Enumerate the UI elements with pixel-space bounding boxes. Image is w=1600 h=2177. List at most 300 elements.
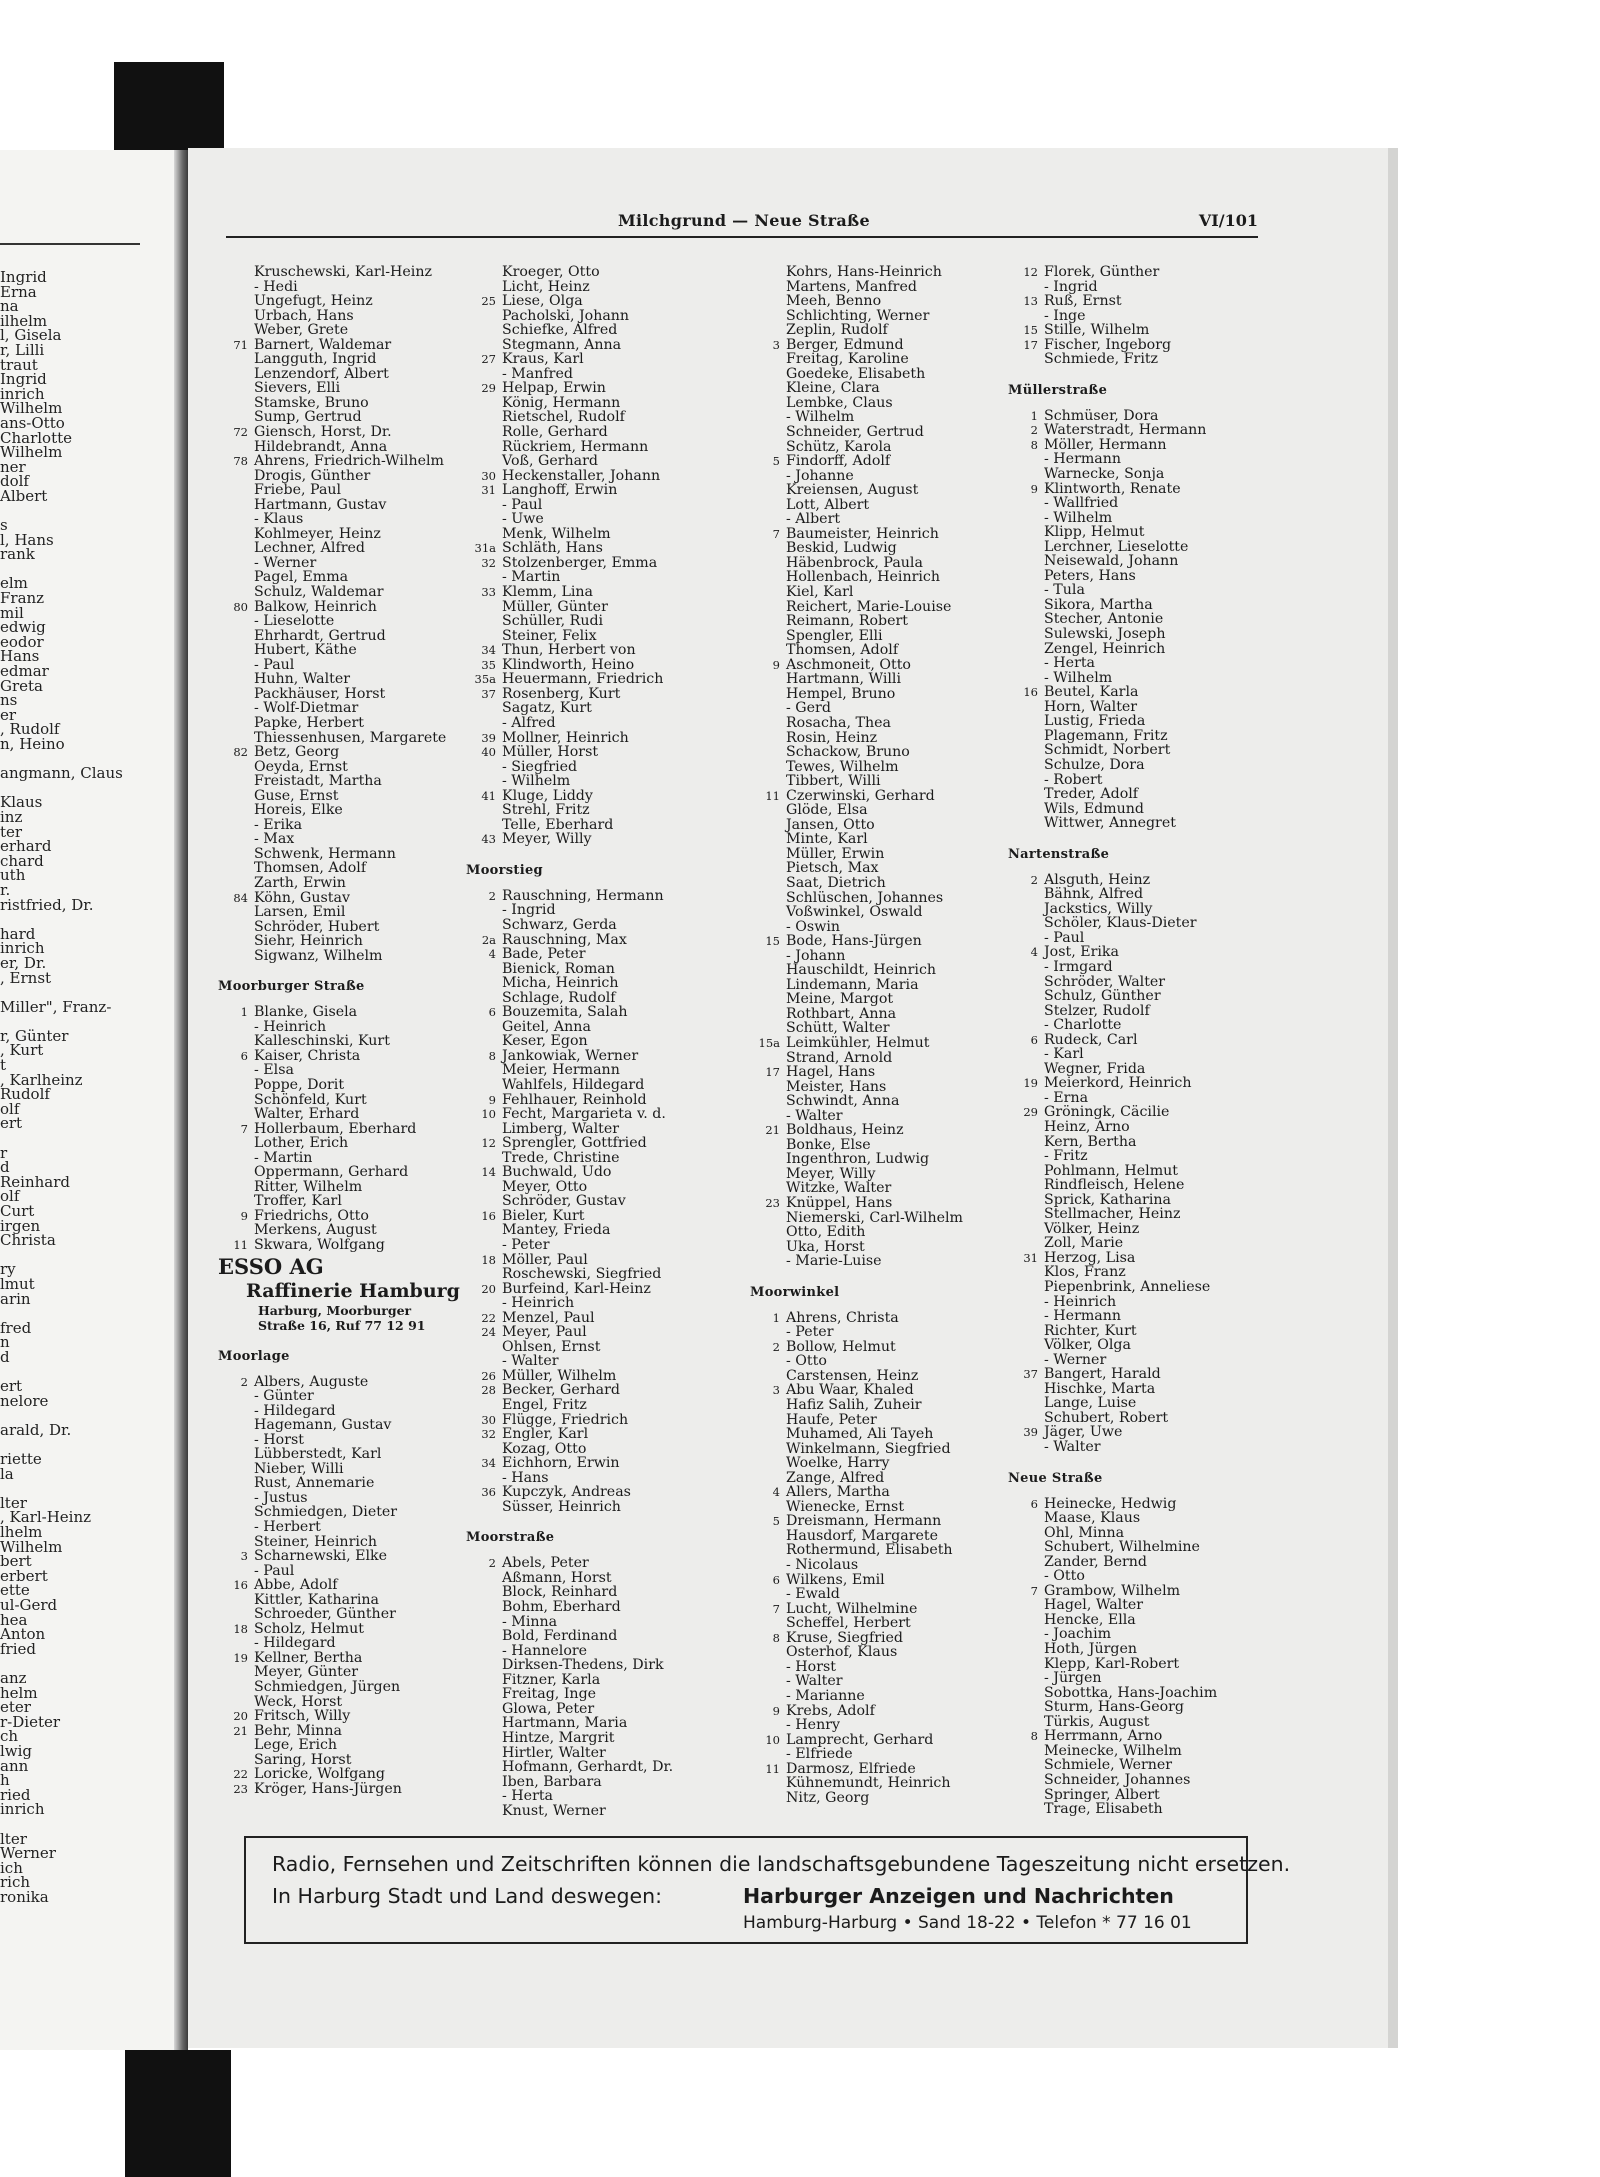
resident-name: Scholz, Helmut — [254, 1620, 364, 1637]
fragment-line: d — [0, 1347, 10, 1366]
house-number — [1008, 1526, 1044, 1541]
fragment-line — [0, 504, 172, 519]
resident-name: Rückriem, Hermann — [502, 438, 649, 455]
resident-name: Lege, Erich — [254, 1737, 338, 1754]
resident-name: Micha, Heinrich — [502, 975, 619, 992]
resident-name: - Herbert — [254, 1519, 321, 1536]
directory-entry — [1008, 1207, 1258, 1222]
resident-name: Hausdorf, Margarete — [786, 1527, 939, 1544]
fragment-line: riette — [0, 1450, 42, 1469]
house-number — [750, 1558, 786, 1573]
directory-entry — [1008, 685, 1258, 700]
directory-entry — [1008, 1295, 1258, 1310]
resident-name: Kiel, Karl — [786, 584, 854, 601]
directory-entry — [1008, 1497, 1258, 1512]
directory-entry — [750, 1543, 1010, 1558]
directory-entry — [1008, 338, 1258, 353]
resident-name: Ruß, Ernst — [1044, 293, 1122, 310]
resident-name: Hollenbach, Heinrich — [786, 569, 941, 586]
fragment-line: anz — [0, 1669, 27, 1687]
house-number: 27 — [481, 352, 496, 367]
resident-name: Fischer, Ingeborg — [1044, 336, 1172, 353]
directory-entry — [1008, 612, 1258, 627]
resident-name: Thomsen, Adolf — [254, 860, 367, 877]
directory-entry — [218, 876, 478, 891]
house-number — [218, 832, 254, 847]
resident-name: Müller, Horst — [502, 744, 599, 761]
resident-name: Zange, Alfred — [786, 1469, 885, 1486]
resident-name: Woelke, Harry — [786, 1455, 890, 1472]
resident-name: Hollerbaum, Eberhard — [254, 1120, 417, 1137]
house-number: 1 — [1030, 408, 1038, 423]
directory-entry — [750, 1776, 1010, 1791]
fragment-line: Werner — [0, 1844, 56, 1863]
directory-entry — [218, 716, 478, 731]
resident-name: Heuermann, Friedrich — [502, 671, 664, 688]
resident-name: Kleine, Clara — [786, 380, 880, 397]
house-number: 15 — [1023, 323, 1038, 338]
resident-name: Schulz, Günther — [1044, 988, 1161, 1005]
directory-entry — [466, 1122, 726, 1137]
directory-entry — [750, 1689, 1010, 1704]
resident-name: Rothbart, Anna — [786, 1005, 897, 1022]
fragment-line: rich — [0, 1873, 31, 1892]
resident-name: Albers, Auguste — [254, 1373, 369, 1390]
house-number: 7 — [772, 1601, 780, 1616]
directory-entry — [218, 905, 478, 920]
house-number — [218, 1063, 254, 1078]
directory-entry — [218, 309, 478, 324]
directory-entry — [750, 1051, 1010, 1066]
directory-entry — [1008, 975, 1258, 990]
house-number — [466, 410, 502, 425]
directory-entry — [218, 1753, 478, 1768]
resident-name: Ahrens, Christa — [786, 1309, 899, 1326]
house-number: 30 — [481, 468, 496, 483]
house-number — [466, 367, 502, 382]
house-number — [1008, 1511, 1044, 1526]
resident-name: Schmiele, Werner — [1044, 1757, 1173, 1774]
resident-name: - Marie-Luise — [786, 1253, 882, 1270]
fragment-line — [0, 1131, 172, 1146]
resident-name: Schröder, Walter — [1044, 973, 1166, 990]
directory-entry — [218, 352, 478, 367]
directory-entry — [466, 1296, 726, 1311]
resident-name: Oeyda, Ernst — [254, 758, 348, 775]
directory-entry — [466, 803, 726, 818]
house-number — [750, 1181, 786, 1196]
directory-entry — [750, 643, 1010, 658]
house-number — [218, 410, 254, 425]
resident-name: Müller, Wilhelm — [502, 1367, 617, 1384]
house-number — [466, 265, 502, 280]
house-number — [1008, 729, 1044, 744]
house-number — [466, 1194, 502, 1209]
resident-name: Langguth, Ingrid — [254, 351, 377, 368]
house-number — [218, 512, 254, 527]
resident-name: Lother, Erich — [254, 1135, 349, 1152]
resident-name: Ingenthron, Ludwig — [786, 1151, 930, 1168]
resident-name: Thomsen, Adolf — [786, 642, 899, 659]
house-number: 39 — [481, 730, 496, 745]
resident-name: Klintworth, Renate — [1044, 480, 1181, 497]
resident-name: Schläth, Hans — [502, 540, 603, 557]
directory-entry — [466, 1311, 726, 1326]
resident-name: Scharnewski, Elke — [254, 1548, 388, 1565]
resident-name: Gröningk, Cäcilie — [1044, 1104, 1170, 1121]
house-number — [1008, 352, 1044, 367]
house-number — [218, 352, 254, 367]
directory-entry — [466, 309, 726, 324]
directory-entry — [1008, 931, 1258, 946]
directory-entry — [218, 294, 478, 309]
directory-entry — [750, 1138, 1010, 1153]
house-number — [750, 1689, 786, 1704]
directory-entry — [750, 891, 1010, 906]
house-number — [218, 280, 254, 295]
directory-entry — [466, 1702, 726, 1717]
house-number — [750, 1427, 786, 1442]
resident-name: - Ewald — [786, 1586, 840, 1603]
resident-name: - Hermann — [1044, 1308, 1122, 1325]
resident-name: - Robert — [1044, 771, 1103, 788]
fragment-line: Rudolf — [0, 1085, 50, 1104]
house-number — [1008, 1773, 1044, 1788]
directory-entry — [750, 483, 1010, 498]
resident-name: Kraus, Karl — [502, 351, 584, 368]
fragment-line: ul-Gerd — [0, 1596, 58, 1615]
resident-name: Kruse, Siegfried — [786, 1629, 903, 1646]
house-number — [1008, 525, 1044, 540]
resident-name: - Fritz — [1044, 1148, 1088, 1165]
fragment-line: , Karl-Heinz — [0, 1508, 92, 1527]
resident-name: - Martin — [254, 1149, 313, 1166]
resident-name: - Nicolaus — [786, 1557, 859, 1574]
resident-name: Findorff, Adolf — [786, 453, 891, 470]
house-number — [1008, 1164, 1044, 1179]
directory-entry — [466, 1107, 726, 1122]
resident-name: Schmüser, Dora — [1044, 407, 1159, 424]
resident-name: - Inge — [1044, 307, 1086, 324]
house-number — [218, 1151, 254, 1166]
resident-name: - Karl — [1044, 1046, 1084, 1063]
house-number — [750, 1471, 786, 1486]
resident-name: Köhn, Gustav — [254, 889, 350, 906]
resident-name: Skwara, Wolfgang — [254, 1237, 385, 1253]
resident-name: Blanke, Gisela — [254, 1004, 358, 1021]
directory-entry — [1008, 729, 1258, 744]
directory-entry — [750, 978, 1010, 993]
resident-name: Czerwinski, Gerhard — [786, 787, 935, 804]
directory-entry — [218, 774, 478, 789]
directory-entry — [218, 1636, 478, 1651]
fragment-line: Ingrid — [0, 268, 47, 286]
directory-entry — [750, 1007, 1010, 1022]
resident-name: Herrmann, Arno — [1044, 1728, 1163, 1745]
resident-name: Zengel, Heinrich — [1044, 640, 1166, 657]
house-number — [1008, 1120, 1044, 1135]
resident-name: Aßmann, Horst — [502, 1569, 612, 1586]
resident-name: - Wilhelm — [502, 773, 571, 790]
house-number — [466, 976, 502, 991]
resident-name: Schröder, Hubert — [254, 918, 380, 935]
house-number — [1008, 467, 1044, 482]
directory-entry — [1008, 569, 1258, 584]
resident-name: - Werner — [1044, 1351, 1107, 1368]
house-number — [1008, 787, 1044, 802]
resident-name: - Max — [254, 831, 295, 848]
resident-name: - Lieselotte — [254, 613, 335, 630]
directory-entry — [1008, 1033, 1258, 1048]
resident-name: Meinecke, Wilhelm — [1044, 1742, 1182, 1759]
directory-entry — [218, 1607, 478, 1622]
house-number — [1008, 916, 1044, 931]
house-number — [1008, 1396, 1044, 1411]
resident-name: Troffer, Karl — [254, 1193, 342, 1210]
house-number — [466, 1500, 502, 1515]
directory-entry — [1008, 700, 1258, 715]
house-number — [750, 832, 786, 847]
directory-entry — [466, 1629, 726, 1644]
resident-name: Leimkühler, Helmut — [786, 1034, 930, 1051]
house-number — [466, 1471, 502, 1486]
directory-entry — [218, 1462, 478, 1477]
column-3 — [750, 265, 1010, 1805]
house-number — [1008, 887, 1044, 902]
directory-entry — [218, 949, 478, 964]
directory-entry — [466, 1194, 726, 1209]
resident-name: Nitz, Georg — [786, 1789, 870, 1806]
directory-entry — [466, 585, 726, 600]
resident-name: Poppe, Dorit — [254, 1076, 345, 1093]
resident-name: Uka, Horst — [786, 1238, 865, 1255]
directory-entry — [466, 629, 726, 644]
resident-name: Rosenberg, Kurt — [502, 685, 621, 702]
resident-name: Kalleschinski, Kurt — [254, 1033, 390, 1050]
directory-entry — [750, 1254, 1010, 1269]
house-number — [218, 1020, 254, 1035]
resident-name: Lerchner, Lieselotte — [1044, 538, 1189, 555]
house-number — [1008, 1744, 1044, 1759]
house-number: 9 — [240, 1208, 248, 1223]
advert-line-2: In Harburg Stadt und Land deswegen: — [272, 1884, 662, 1908]
resident-name: Hagel, Walter — [1044, 1597, 1144, 1614]
house-number: 22 — [481, 1310, 496, 1325]
resident-name: Abu Waar, Khaled — [786, 1382, 914, 1399]
house-number — [750, 280, 786, 295]
house-number — [466, 1063, 502, 1078]
directory-entry — [466, 1731, 726, 1746]
house-number: 18 — [481, 1252, 496, 1267]
resident-name: Nieber, Willi — [254, 1460, 344, 1477]
house-number — [750, 1211, 786, 1226]
house-number — [218, 905, 254, 920]
directory-entry — [218, 1738, 478, 1753]
house-number: 84 — [233, 890, 248, 905]
resident-name: Klemm, Lina — [502, 584, 594, 601]
house-number — [466, 1078, 502, 1093]
fragment-line: ann — [0, 1756, 29, 1775]
resident-name: Strehl, Fritz — [502, 802, 590, 819]
house-number — [218, 1107, 254, 1122]
directory-entry — [218, 745, 478, 760]
directory-entry — [218, 614, 478, 629]
resident-name: Lustig, Frieda — [1044, 713, 1146, 730]
house-number — [218, 658, 254, 673]
house-number — [750, 803, 786, 818]
fragment-line: s — [0, 516, 8, 535]
directory-entry — [466, 1760, 726, 1775]
fragment-line: n, Heino — [0, 735, 65, 753]
directory-entry — [1008, 1324, 1258, 1339]
directory-entry — [750, 1383, 1010, 1398]
resident-name: Ehrhardt, Gertrud — [254, 627, 386, 644]
house-number: 3 — [240, 1549, 248, 1564]
fragment-line: Reinhard — [0, 1172, 71, 1191]
house-number — [466, 1600, 502, 1615]
resident-name: Hoth, Jürgen — [1044, 1641, 1137, 1658]
directory-entry — [466, 410, 726, 425]
house-number — [750, 861, 786, 876]
house-number: 16 — [233, 1578, 248, 1593]
directory-entry — [1008, 989, 1258, 1004]
fragment-line: elm — [0, 574, 28, 593]
directory-entry — [1008, 671, 1258, 686]
directory-entry — [218, 1180, 478, 1195]
directory-entry — [750, 1718, 1010, 1733]
house-number — [218, 541, 254, 556]
house-number: 20 — [481, 1281, 496, 1296]
house-number — [750, 1051, 786, 1066]
house-number — [218, 265, 254, 280]
resident-name: - Wilhelm — [786, 409, 855, 426]
directory-entry — [1008, 323, 1258, 338]
directory-entry — [218, 760, 478, 775]
house-number: 29 — [1023, 1105, 1038, 1120]
resident-name: - Joachim — [1044, 1626, 1112, 1643]
resident-name: - Henry — [786, 1717, 841, 1734]
resident-name: Betz, Georg — [254, 744, 340, 761]
fragment-line: l, Hans — [0, 530, 54, 549]
resident-name: Guse, Ernst — [254, 787, 339, 804]
directory-entry — [466, 1238, 726, 1253]
directory-entry — [750, 920, 1010, 935]
house-number: 2 — [488, 888, 496, 903]
directory-entry — [750, 1240, 1010, 1255]
resident-name: - Otto — [786, 1353, 827, 1370]
resident-name: Bieler, Kurt — [502, 1207, 585, 1224]
resident-name: Schubert, Robert — [1044, 1409, 1169, 1426]
directory-entry — [1008, 1120, 1258, 1135]
resident-name: - Marianne — [786, 1687, 865, 1704]
house-number — [1008, 540, 1044, 555]
resident-name: Wienecke, Ernst — [786, 1498, 905, 1515]
column-2 — [466, 265, 726, 1818]
house-number — [218, 716, 254, 731]
directory-entry — [218, 1165, 478, 1180]
fragment-line: Curt — [0, 1202, 35, 1220]
house-number — [750, 265, 786, 280]
resident-name: Schütz, Karola — [786, 438, 892, 455]
house-number: 25 — [481, 294, 496, 309]
resident-name: Völker, Heinz — [1044, 1220, 1140, 1237]
directory-entry — [466, 701, 726, 716]
directory-entry — [466, 1413, 726, 1428]
directory-entry — [1008, 1411, 1258, 1426]
house-number — [1008, 1569, 1044, 1584]
directory-entry — [218, 803, 478, 818]
resident-name: Behr, Minna — [254, 1722, 342, 1739]
house-number — [750, 556, 786, 571]
resident-name: Rudeck, Carl — [1044, 1031, 1138, 1048]
fragment-line: lmut — [0, 1274, 35, 1293]
resident-name: Freitag, Inge — [502, 1686, 597, 1703]
house-number — [218, 629, 254, 644]
street-heading: Moorstieg — [466, 862, 543, 878]
house-number — [218, 1433, 254, 1448]
fragment-line: Charlotte — [0, 428, 73, 447]
house-number — [466, 1585, 502, 1600]
resident-name: Hischke, Marta — [1044, 1380, 1156, 1397]
house-number — [1008, 1309, 1044, 1324]
fragment-line: Christa — [0, 1231, 56, 1250]
house-number — [750, 323, 786, 338]
house-number — [1008, 1788, 1044, 1803]
fragment-line: inrich — [0, 1800, 45, 1819]
directory-entry — [1008, 816, 1258, 831]
resident-name: - Elsa — [254, 1062, 294, 1079]
resident-name: Schiefke, Alfred — [502, 322, 618, 339]
house-number — [750, 1398, 786, 1413]
directory-entry — [466, 672, 726, 687]
resident-name: Engler, Karl — [502, 1426, 589, 1443]
house-number — [218, 760, 254, 775]
house-number — [750, 745, 786, 760]
house-number — [1008, 1715, 1044, 1730]
directory-entry — [218, 323, 478, 338]
directory-entry — [218, 629, 478, 644]
resident-name: Bouzemita, Salah — [502, 1004, 628, 1021]
fragment-line: Ingrid — [0, 370, 47, 389]
resident-name: Kruschewski, Karl-Heinz — [254, 264, 432, 280]
house-number — [750, 847, 786, 862]
fragment-line: erhard — [0, 837, 52, 856]
house-number — [218, 1520, 254, 1535]
house-number — [218, 1447, 254, 1462]
house-number: 4 — [772, 1485, 780, 1500]
resident-name: Meier, Hermann — [502, 1062, 620, 1079]
directory-entry — [1008, 945, 1258, 960]
resident-name: Iben, Barbara — [502, 1773, 602, 1790]
resident-name: Reichert, Marie-Louise — [786, 598, 952, 615]
directory-entry — [750, 818, 1010, 833]
fragment-line: lter — [0, 1493, 27, 1512]
directory-entry — [1008, 511, 1258, 526]
house-number — [466, 498, 502, 513]
directory-entry — [1008, 1744, 1258, 1759]
resident-name: Alsguth, Heinz — [1044, 871, 1151, 888]
resident-name: Schneider, Johannes — [1044, 1771, 1191, 1788]
fragment-line: erbert — [0, 1566, 48, 1585]
directory-entry — [750, 527, 1010, 542]
directory-entry — [218, 454, 478, 469]
directory-entry — [750, 1485, 1010, 1500]
house-number — [218, 556, 254, 571]
directory-entry — [218, 1093, 478, 1108]
house-number — [218, 1194, 254, 1209]
house-number — [750, 701, 786, 716]
directory-entry — [750, 352, 1010, 367]
